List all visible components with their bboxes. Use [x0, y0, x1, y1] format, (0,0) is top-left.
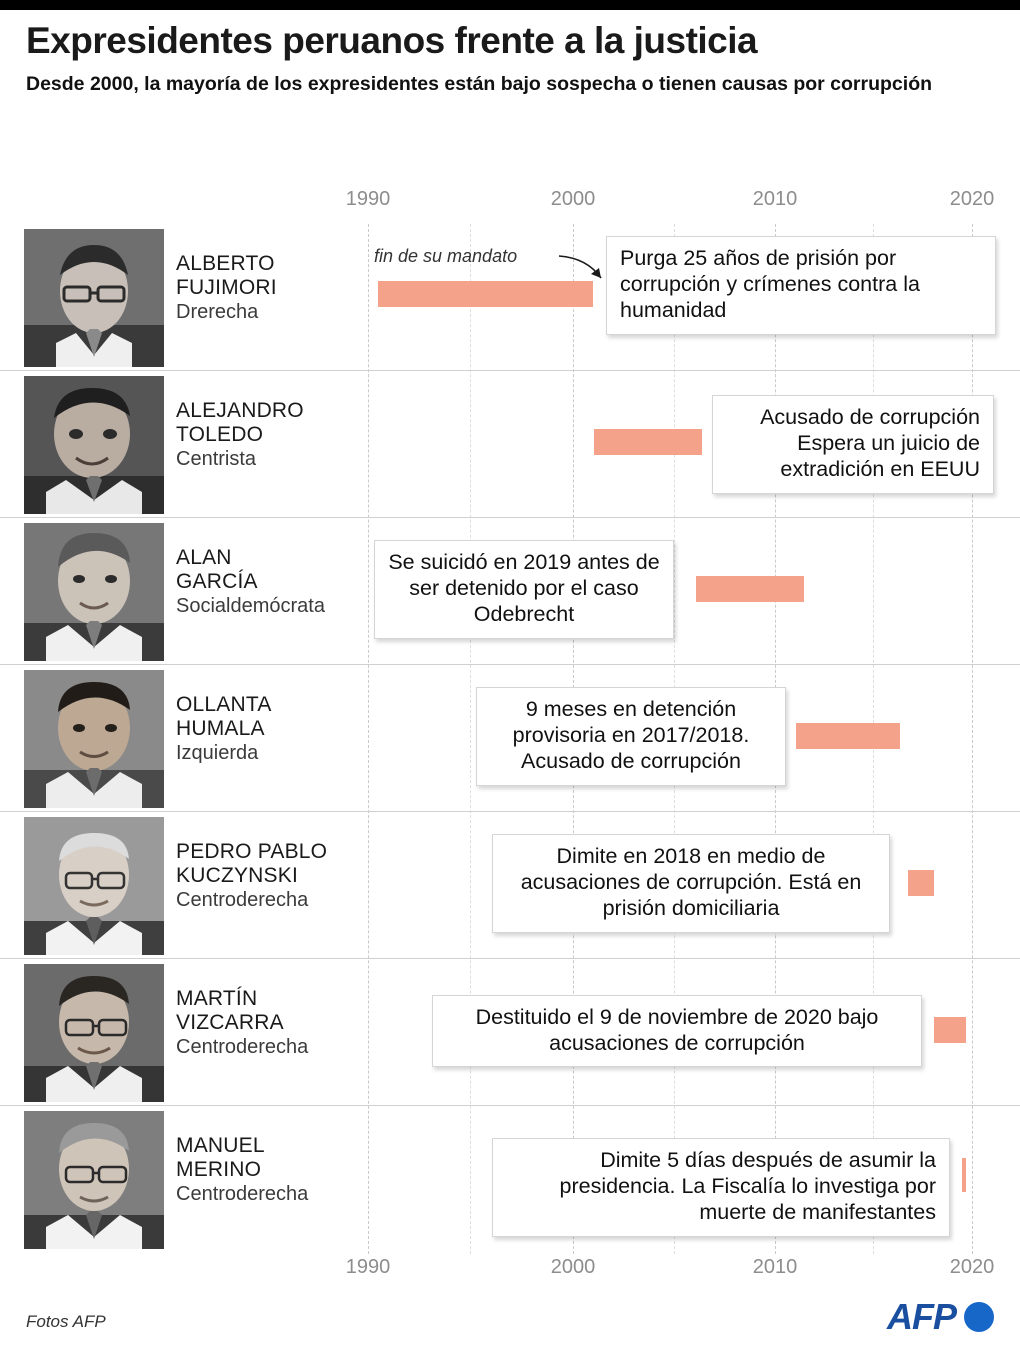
term-bar — [594, 429, 702, 455]
person-name-block — [176, 987, 356, 1059]
table-row — [0, 959, 1020, 1106]
avatar — [24, 817, 164, 955]
afp-logo-dot-icon — [964, 1302, 994, 1332]
axis-bottom — [0, 1256, 1020, 1282]
axis-top-tick-2000: 2000 — [550, 188, 596, 210]
note-callout: Destituido el 9 de noviembre de 2020 bajo acusaciones de corrupción — [432, 995, 922, 1067]
person-name-line1: ALAN — [176, 546, 232, 569]
avatar — [24, 670, 164, 808]
person-name-block — [176, 399, 356, 471]
table-row — [0, 518, 1020, 665]
rows-container — [0, 224, 1020, 1253]
note-callout: Dimite 5 días después de asumir la presidencia. La Fiscalía lo investiga por muerte de manifestantes — [492, 1138, 950, 1237]
person-name-line1: ALBERTO — [176, 252, 275, 275]
table-row — [0, 665, 1020, 812]
page-title: Expresidentes peruanos frente a la justicia — [26, 20, 758, 61]
table-row — [0, 371, 1020, 518]
table-row — [0, 812, 1020, 959]
axis-bottom-tick-2010: 2010 — [752, 1256, 798, 1278]
avatar — [24, 523, 164, 661]
timeline-chart — [0, 188, 1020, 1298]
axis-top — [0, 188, 1020, 214]
note-callout: Purga 25 años de prisión por corrupción y crímenes contra la humanidad — [606, 236, 996, 335]
axis-top-tick-1990: 1990 — [345, 188, 391, 210]
table-row — [0, 224, 1020, 371]
person-name-line2: HUMALA — [176, 716, 265, 740]
afp-logo-text: AFP — [887, 1296, 956, 1337]
mandate-end-annotation: fin de su mandato — [374, 246, 518, 266]
note-callout: Acusado de corrupción Espera un juicio de extradición en EEUU — [712, 395, 994, 494]
avatar — [24, 229, 164, 367]
person-name-line1: MANUEL — [176, 1134, 265, 1157]
annotation-arrow-icon — [557, 252, 613, 288]
person-name-line2: MERINO — [176, 1157, 262, 1181]
avatar — [24, 964, 164, 1102]
avatar — [24, 376, 164, 514]
person-name-block — [176, 252, 356, 324]
table-row — [0, 1106, 1020, 1253]
person-name-line2: TOLEDO — [176, 422, 264, 446]
photo-credit: Fotos AFP — [26, 1312, 106, 1331]
axis-bottom-tick-1990: 1990 — [345, 1256, 391, 1278]
term-bar — [796, 723, 900, 749]
term-bar — [962, 1158, 966, 1192]
note-callout: 9 meses en detención provisoria en 2017/2018. Acusado de corrupción — [476, 687, 786, 786]
person-party: Centroderecha — [176, 1183, 309, 1206]
axis-top-tick-2010: 2010 — [752, 188, 798, 210]
note-callout: Dimite en 2018 en medio de acusaciones de corrupción. Está en prisión domiciliaria — [492, 834, 890, 933]
person-name-line1: MARTÍN — [176, 987, 258, 1010]
axis-bottom-tick-2000: 2000 — [550, 1256, 596, 1278]
person-name-line2: GARCÍA — [176, 569, 258, 593]
person-party: Centroderecha — [176, 889, 309, 912]
person-name-line1: OLLANTA — [176, 693, 272, 716]
person-party: Centrista — [176, 448, 257, 471]
avatar — [24, 1111, 164, 1249]
term-bar — [908, 870, 934, 896]
person-name-line1: PEDRO PABLO — [176, 840, 328, 863]
person-party: Centroderecha — [176, 1036, 309, 1059]
person-name-line2: KUCZYNSKI — [176, 863, 298, 887]
top-black-bar — [0, 0, 1020, 10]
person-name-line2: FUJIMORI — [176, 275, 277, 299]
note-callout: Se suicidó en 2019 antes de ser detenido por el caso Odebrecht — [374, 540, 674, 639]
person-name-line2: VIZCARRA — [176, 1010, 284, 1034]
person-party: Drerecha — [176, 301, 259, 324]
header — [26, 22, 986, 97]
person-name-block — [176, 546, 356, 618]
term-bar — [934, 1017, 966, 1043]
axis-bottom-tick-2020: 2020 — [949, 1256, 995, 1278]
axis-top-tick-2020: 2020 — [949, 188, 995, 210]
person-party: Socialdemócrata — [176, 595, 325, 618]
person-name-block — [176, 1134, 356, 1206]
page-subtitle: Desde 2000, la mayoría de los expresidentes están bajo sospecha o tienen causas por corrupción — [26, 72, 933, 95]
person-name-line1: ALEJANDRO — [176, 399, 304, 422]
person-party: Izquierda — [176, 742, 259, 765]
person-name-block — [176, 840, 356, 912]
afp-logo — [887, 1296, 994, 1338]
person-name-block — [176, 693, 356, 765]
term-bar — [696, 576, 804, 602]
